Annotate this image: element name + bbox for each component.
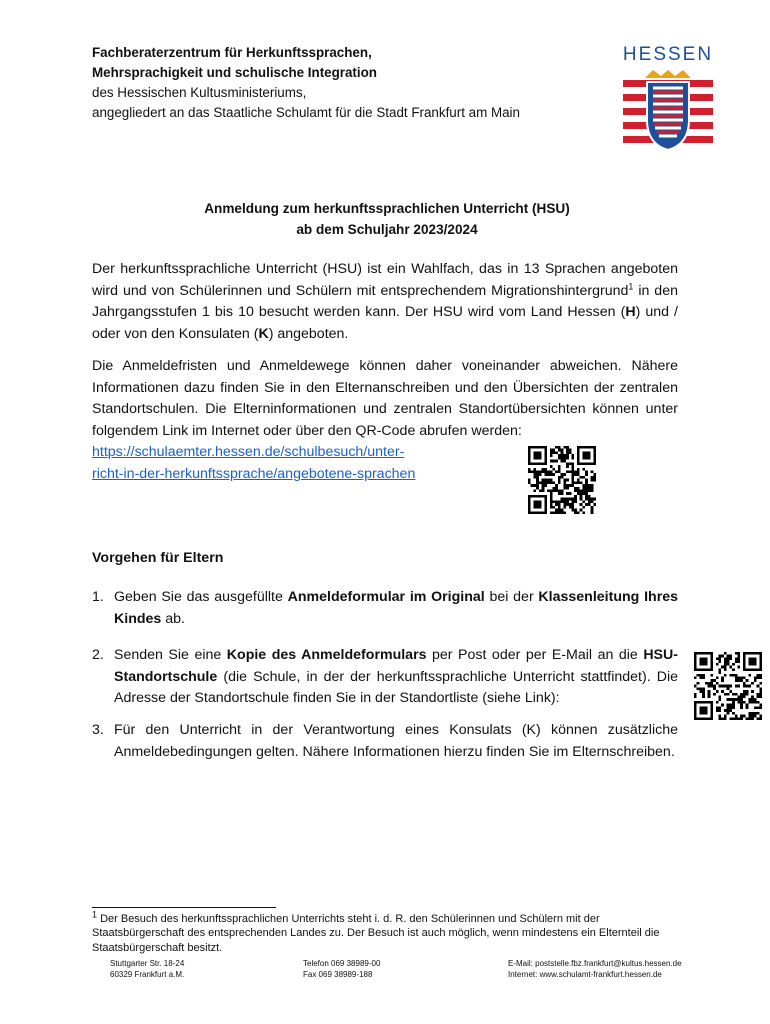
list-item <box>92 645 678 710</box>
footnote-mark: 1 <box>92 909 98 920</box>
step-emphasis: Klassenleitung Ihres Kindes <box>114 589 678 627</box>
title-line-1: Anmeldung zum herkunftssprachlichen Unterricht (HSU) <box>204 201 570 216</box>
list-number: 2. <box>92 647 104 663</box>
sender-line-4: angegliedert an das Staatliche Schulamt für die Stadt Frankfurt am Main <box>92 105 520 120</box>
info-text: Die Anmeldefristen und Anmeldewege können daher voneinander abweichen. Nähere Informationen dazu finden Sie in den Elternanschreiben und den Übersichten der zentralen Standortschulen. Die Elterninformationen und zentralen Standortübersichten können unter folgendem Link im Internet oder über den QR-Code abrufen werden: <box>92 358 678 439</box>
footer-phone <box>303 958 380 980</box>
intro-text-2: in den Jahrgangsstufen 1 bis 10 besucht werden kann. Der HSU wird vom Land Hessen ( <box>92 282 678 321</box>
footer-city: 60329 Frankfurt a.M. <box>110 970 185 979</box>
sender-line-2: Mehrsprachigkeit und schulische Integration <box>92 65 377 80</box>
footer-fax: Fax 069 38989-188 <box>303 970 373 979</box>
section-heading: Vorgehen für Eltern <box>92 550 224 566</box>
footer-email[interactable]: E-Mail: poststelle.fbz.frankfurt@kultus.hessen.de <box>508 959 682 968</box>
footnote-divider <box>92 907 276 908</box>
qr-code-icon[interactable] <box>694 652 762 720</box>
list-number: 1. <box>92 589 104 605</box>
hessen-wordmark: HESSEN <box>622 44 714 65</box>
step-emphasis: Kopie des Anmeldeformulars <box>226 647 427 663</box>
sender-line-1: Fachberaterzentrum für Herkunftssprachen, <box>92 45 372 60</box>
hessen-logo <box>622 44 714 152</box>
step-text: ab. <box>161 610 185 627</box>
intro-text-3: ) und / oder von den Konsulaten ( <box>92 304 678 342</box>
step-text: bei der <box>484 589 539 605</box>
list-item <box>92 587 678 630</box>
footnote-text: Der Besuch des herkunftssprachlichen Unterrichts steht i. d. R. den Schülerinnen und Schülern mit der Staatsbürgerschaft des entsprechenden Landes zu. Der Besuch ist auch möglich, wenn mindestens ein Elternteil die Staatsbürgerschaft besitzt. <box>92 913 660 954</box>
footer-telefon: Telefon 069 38989-00 <box>303 959 381 968</box>
footer-address <box>110 958 184 980</box>
intro-h: H <box>625 304 636 321</box>
document-title <box>92 198 682 240</box>
intro-text-1: Der herkunftssprachliche Unterricht (HSU) ist ein Wahlfach, das in 13 Sprachen angeboten wird und von Schülerinnen und Schülern mit entsprechendem Migrationshintergrund <box>92 261 678 299</box>
hessen-coat-of-arms-icon <box>623 70 713 152</box>
title-line-2: ab dem Schuljahr 2023/2024 <box>296 222 478 237</box>
step-emphasis: HSU-Standortschule <box>114 647 678 685</box>
step-text: (die Schule, in der der herkunftssprachliche Unterricht stattfindet). Die Adresse der Standortschule finden Sie in der Standortliste (siehe Link): <box>114 668 678 707</box>
info-link[interactable] <box>92 444 415 482</box>
list-item <box>92 720 678 763</box>
footer-street: Stuttgarter Str. 18-24 <box>110 959 185 968</box>
intro-k: K <box>258 325 269 342</box>
list-number: 3. <box>92 722 104 738</box>
info-link-line-1[interactable]: https://schulaemter.hessen.de/schulbesuch/unter- <box>92 444 405 461</box>
footer-web[interactable]: Internet: www.schulamt-frankfurt.hessen.de <box>508 970 662 979</box>
qr-code-icon[interactable] <box>528 446 596 514</box>
intro-text-4: ) angeboten. <box>268 325 349 342</box>
step-text: per Post oder per E-Mail an die <box>426 647 644 663</box>
step-text: Für den Unterricht in der Verantwortung eines Konsulats (K) können zusätzliche Anmeldebedingungen gelten. Nähere Informationen hierzu finden Sie im Elternschreiben. <box>114 722 678 760</box>
footnote-ref[interactable]: 1 <box>628 280 634 291</box>
footnote <box>92 909 678 955</box>
sender-line-3: des Hessischen Kultusministeriums, <box>92 85 307 100</box>
step-emphasis: Anmeldeformular im Original <box>287 589 485 605</box>
info-link-line-2[interactable]: richt-in-der-herkunftssprache/angebotene-sprachen <box>92 465 416 482</box>
step-text: Senden Sie eine <box>114 647 227 663</box>
sender-block <box>92 43 612 123</box>
step-text: Geben Sie das ausgefüllte <box>114 589 288 605</box>
footer-contact <box>508 958 682 980</box>
intro-paragraph <box>92 259 678 345</box>
